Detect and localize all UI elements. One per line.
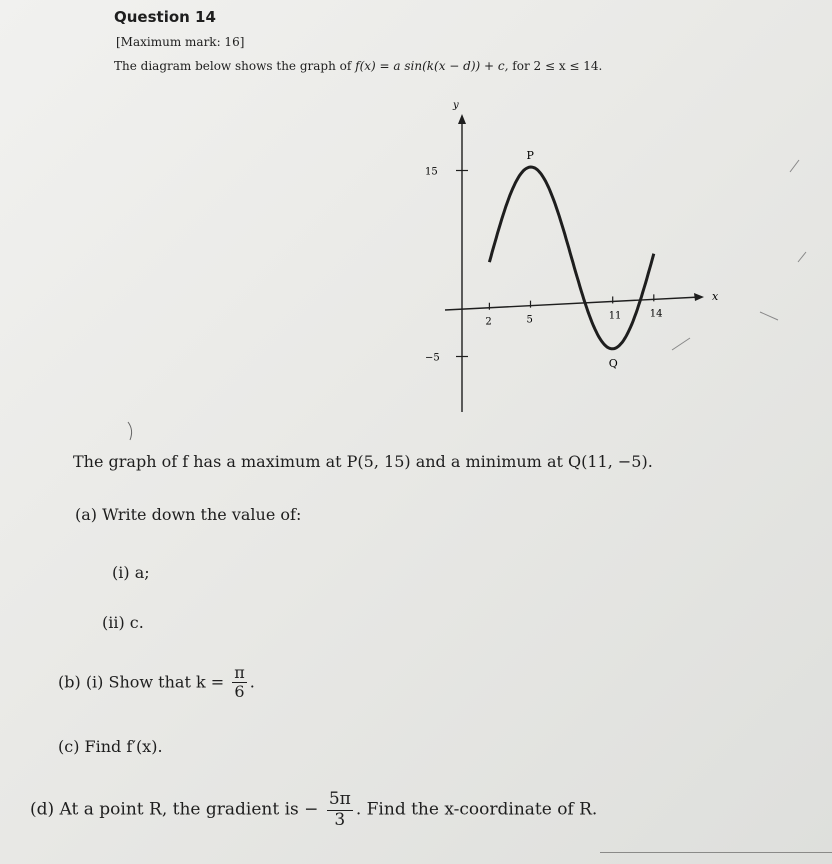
- fraction-numerator: π: [234, 663, 245, 682]
- part-b-prefix: (b) (i) Show that k =: [58, 672, 225, 692]
- part-c: (c) Find f′(x).: [58, 737, 163, 756]
- point-p-label: P: [526, 149, 534, 163]
- function-expression: f(x) = a sin(k(x − d)) + c,: [355, 59, 509, 73]
- x-tick-label: 11: [608, 310, 622, 322]
- point-q-label: Q: [608, 356, 618, 370]
- pencil-mark: [790, 160, 799, 172]
- fraction-denominator: 6: [234, 682, 245, 702]
- part-b-suffix: .: [249, 672, 255, 692]
- part-b: [58, 664, 255, 702]
- x-axis-label: x: [712, 290, 719, 303]
- intro-prefix: The diagram below shows the graph of: [114, 59, 352, 73]
- x-tick-label: 5: [526, 314, 533, 326]
- y-tick-label: 15: [425, 166, 438, 178]
- fraction-numerator: 5π: [328, 789, 351, 809]
- fraction-denominator: 3: [334, 809, 346, 830]
- paper-edge-line: [600, 852, 832, 853]
- fraction-pi-over-6: [232, 664, 247, 702]
- y-tick-label: −5: [425, 352, 440, 364]
- question-title: Question 14: [114, 8, 216, 26]
- part-d: [30, 790, 597, 830]
- pencil-mark: [128, 422, 132, 440]
- pencil-mark: [760, 312, 778, 320]
- y-axis-arrow: [458, 114, 466, 124]
- part-a-ii: (ii) c.: [102, 613, 144, 632]
- domain-text: for 2 ≤ x ≤ 14.: [512, 59, 603, 73]
- y-axis-label: y: [453, 100, 459, 111]
- part-a: (a) Write down the value of:: [75, 505, 302, 524]
- statement: The graph of f has a maximum at P(5, 15) and a minimum at Q(11, −5).: [73, 452, 653, 471]
- x-tick-label: 14: [649, 308, 663, 320]
- part-a-i: (i) a;: [112, 563, 150, 582]
- x-tick-label: 2: [485, 316, 492, 328]
- sine-curve: [489, 167, 653, 349]
- max-marks: [Maximum mark: 16]: [116, 35, 245, 49]
- fraction-5pi-over-3: [327, 790, 353, 830]
- pencil-mark: [798, 252, 806, 262]
- part-d-prefix: (d) At a point R, the gradient is −: [30, 799, 319, 820]
- x-axis-arrow: [694, 293, 704, 301]
- part-d-suffix: . Find the x-coordinate of R.: [355, 799, 598, 820]
- pencil-mark: [672, 338, 690, 350]
